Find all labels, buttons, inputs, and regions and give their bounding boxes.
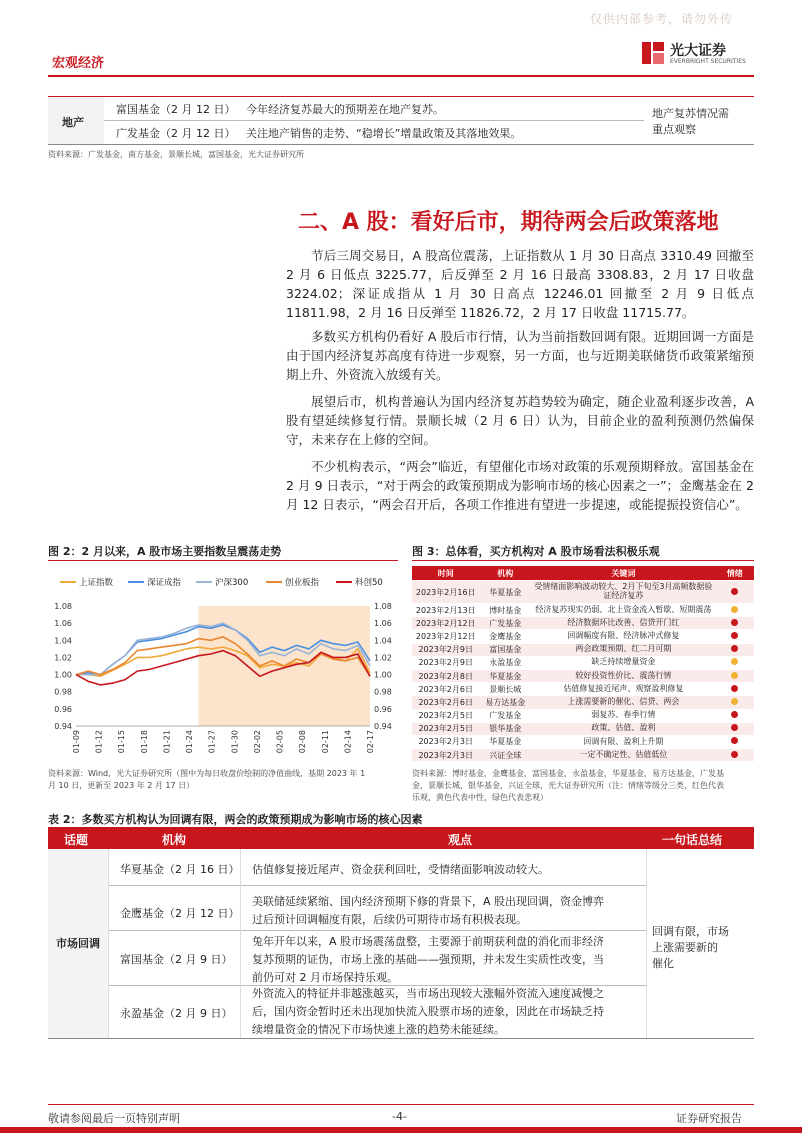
- table2-view: 后，国内资金暂时还未出现加快流入股票市场的迹象，因此在市场缺乏持: [252, 1005, 604, 1018]
- fig3-org: 富国基金: [479, 643, 531, 656]
- fig3-mood: [716, 581, 754, 604]
- fig3-date: 2023年2月6日: [412, 696, 479, 709]
- fig3-org: 永盈基金: [479, 656, 531, 669]
- mood-dot-icon: [731, 698, 738, 705]
- figure2-source: 月 10 日，更新至 2023 年 2 月 17 日）: [48, 781, 195, 790]
- fig3-keyword: 政策、估值、盈利: [531, 722, 715, 735]
- table2-header: 机构: [162, 833, 187, 847]
- x-tick-label: 01-30: [230, 730, 240, 754]
- table2-org: 金鹰基金（2 月 12 日）: [120, 907, 240, 920]
- x-tick-label: 01-15: [117, 730, 127, 754]
- fig3-mood: [716, 617, 754, 630]
- legend-label: 创业板指: [285, 578, 320, 588]
- mood-dot-icon: [731, 711, 738, 718]
- x-tick-label: 02-05: [275, 730, 285, 754]
- fig3-row: [412, 722, 754, 735]
- fig3-row: [412, 643, 754, 656]
- header-divider: [48, 75, 754, 77]
- fig3-mood: [716, 604, 754, 617]
- figure3-rule: [412, 560, 754, 561]
- table2-summary: 上涨需要新的: [652, 941, 718, 954]
- fig3-row: [412, 683, 754, 696]
- fig3-date: 2023年2月12日: [412, 630, 479, 643]
- x-tick-label: 02-14: [343, 730, 353, 754]
- fig3-date: 2023年2月5日: [412, 709, 479, 722]
- watermark: 仅供内部参考，请勿外传: [590, 12, 734, 26]
- mood-dot-icon: [731, 632, 738, 639]
- fig3-date: 2023年2月9日: [412, 643, 479, 656]
- paragraph: 不少机构表示，“两会”临近，有望催化市场对政策的乐观预期释放。富国基金在 2 月 9 日表示，“对于两会的政策预期成为影响市场的核心因素之一”；金鹰基金在 2 月 12 日表示，“两会召开后，各项工作推进有望进一步提速，或能提振投资信心”。: [286, 459, 754, 512]
- brand-logo: [640, 38, 760, 72]
- y-tick-label: 1.08: [54, 602, 72, 611]
- fig3-keyword: 上涨需要新的催化、信贷、两会: [531, 696, 715, 709]
- fig3-org: 广发基金: [479, 709, 531, 722]
- fig3-date: 2023年2月8日: [412, 669, 479, 682]
- y-tick-label-right: 1.02: [374, 653, 392, 663]
- fig3-date: 2023年2月3日: [412, 749, 479, 762]
- legend-label: 深证成指: [147, 578, 182, 588]
- footer-report-type: 证券研究报告: [676, 1112, 742, 1125]
- x-tick-label: 01-09: [72, 730, 81, 754]
- legend-label: 沪深300: [215, 578, 249, 588]
- fig3-keyword: 估值修复接近尾声、观察盈利修复: [531, 683, 715, 696]
- fig3-mood: [716, 656, 754, 669]
- fig3-keyword: 较好投资性价比、震荡行情: [531, 669, 715, 682]
- y-tick-label: 0.98: [54, 687, 72, 697]
- table2-title: 表 2：多数买方机构认为回调有限，两会的政策预期成为影响市场的核心因素: [48, 813, 423, 826]
- table1-source: 资料来源：广发基金，南方基金，景顺长城，富国基金，光大证券研究所: [48, 150, 304, 159]
- table2-header: 一句话总结: [662, 833, 723, 847]
- fig3-mood: [716, 709, 754, 722]
- table2-view: 前仍可对 2 月市场保持乐观。: [252, 971, 398, 984]
- fig3-row: [412, 656, 754, 669]
- fig3-date: 2023年2月3日: [412, 735, 479, 748]
- brand-name: 光大证券: [670, 43, 726, 59]
- fig3-org: 银华基金: [479, 722, 531, 735]
- table2-summary: 催化: [652, 957, 674, 970]
- y-tick-label-right: 0.98: [374, 687, 392, 697]
- mood-dot-icon: [731, 724, 738, 731]
- legend-label: 科创50: [355, 578, 383, 588]
- fig3-keyword: 经济数据环比改善、信贷开门红: [531, 617, 715, 630]
- fig3-header: 关键词: [531, 566, 715, 581]
- mood-dot-icon: [731, 658, 738, 665]
- section-label: 宏观经济: [52, 56, 105, 71]
- page-number: -4-: [392, 1110, 407, 1123]
- y-tick-label: 1.00: [54, 670, 72, 680]
- x-tick-label: 01-24: [185, 730, 195, 754]
- footer-divider: [48, 1104, 754, 1105]
- table1-summary: 重点观察: [652, 123, 696, 136]
- mood-dot-icon: [731, 672, 738, 679]
- x-tick-label: 01-21: [162, 730, 172, 754]
- mood-dot-icon: [731, 737, 738, 744]
- x-tick-label: 02-11: [320, 730, 330, 754]
- fig3-row: [412, 735, 754, 748]
- fig3-row: [412, 630, 754, 643]
- x-tick-label: 01-27: [207, 730, 217, 754]
- mood-dot-icon: [731, 751, 738, 758]
- y-tick-label-right: 1.08: [374, 602, 392, 611]
- fig3-org: 广发基金: [479, 617, 531, 630]
- paragraph: 展望后市，机构普遍认为国内经济复苏趋势较为确定，随企业盈利逐步改善，A 股有望延续修复行情。景顺长城（2 月 6 日）认为，目前企业的盈利预测仍然偏保守，未来存在上修的空间。: [286, 394, 754, 447]
- table2-org: 华夏基金（2 月 16 日）: [120, 863, 240, 876]
- table2-view: 估值修复接近尾声、资金获利回吐，受情绪面影响波动较大。: [252, 863, 549, 876]
- table2: [48, 827, 754, 1039]
- fig3-header: 时间: [412, 566, 479, 581]
- figure2-title: 图 2：2 月以来，A 股市场主要指数呈震荡走势: [48, 545, 282, 558]
- mood-dot-icon: [731, 606, 738, 613]
- table1-org: 广发基金（2 月 12 日）: [116, 127, 236, 140]
- table1-text: 今年经济复苏最大的预期差在地产复苏。: [246, 103, 444, 116]
- fig3-keyword: 受情绪面影响波动较大、2月下旬至3月高频数据验证经济复苏: [531, 581, 715, 604]
- fig3-keyword: 回调幅度有限、经济脉冲式修复: [531, 630, 715, 643]
- fig3-org: 景顺长城: [479, 683, 531, 696]
- section-title: 二、A 股：看好后市，期待两会后政策落地: [298, 210, 719, 235]
- table2-header: 观点: [448, 833, 473, 847]
- fig3-mood: [716, 630, 754, 643]
- table2-view: 美联储延续紧缩、国内经济预期下修的背景下，A 股出现回调，资金博弈: [252, 895, 605, 908]
- figure2-line-chart: [48, 566, 400, 764]
- fig3-org: 兴证全球: [479, 749, 531, 762]
- figure3-source: 资料来源：博时基金，金鹰基金，富国基金，永盈基金，华夏基金，易方达基金，广发基: [412, 769, 724, 778]
- x-tick-label: 02-08: [298, 730, 308, 754]
- fig3-mood: [716, 683, 754, 696]
- fig3-keyword: 一定不确定性、估值低位: [531, 749, 715, 762]
- fig3-mood: [716, 749, 754, 762]
- y-tick-label-right: 0.96: [374, 704, 392, 714]
- x-tick-label: 01-18: [139, 730, 149, 754]
- table2-view: 外资流入的特征并非越涨越买，当市场出现较大涨幅外资流入速度减慢之: [252, 987, 604, 1000]
- paragraph: 节后三周交易日，A 股高位震荡，上证指数从 1 月 30 日高点 3310.49 回撤至 2 月 6 日低点 3225.77，后反弹至 2 月 16 日最高 3308.83，2 月 17 日收盘 3224.02；深证成指从 1 月 30 日高点 12246.01 回撤至 2 月 9 日低点 11811.98，2 月 16 日反弹至 11826.72，2 月 17 日收盘 11715.77。: [286, 248, 754, 320]
- mood-dot-icon: [731, 645, 738, 652]
- figure3-title: 图 3：总体看，买方机构对 A 股市场看法积极乐观: [412, 545, 660, 558]
- table2-header: 话题: [64, 833, 89, 847]
- figure2-source: 资料来源：Wind，光大证券研究所（图中为每日收盘价绘制的净值曲线，基期 2023 年 1: [48, 769, 366, 778]
- fig3-org: 金鹰基金: [479, 630, 531, 643]
- fig3-keyword: 两会政策预期、红二月可期: [531, 643, 715, 656]
- y-tick-label: 1.02: [54, 653, 72, 663]
- fig3-keyword: 回调有限、盈利上升期: [531, 735, 715, 748]
- fig3-date: 2023年2月5日: [412, 722, 479, 735]
- y-tick-label: 0.96: [54, 704, 72, 714]
- figure2-rule: [48, 560, 398, 561]
- everbright-logo-icon: [640, 40, 666, 66]
- fig3-date: 2023年2月9日: [412, 656, 479, 669]
- x-tick-label: 01-12: [94, 730, 104, 754]
- fig3-row: [412, 581, 754, 604]
- fig3-date: 2023年2月13日: [412, 604, 479, 617]
- y-tick-label-right: 0.94: [374, 722, 392, 731]
- table2-org: 富国基金（2 月 9 日）: [120, 953, 233, 966]
- paragraph: 多数买方机构仍看好 A 股后市行情，认为当前指数回调有限。近期回调一方面是由于国内经济复苏高度有待进一步观察，另一方面，也与近期美联储货币政策紧缩预期上升、外资流入放缓有关。: [286, 329, 754, 382]
- table2-org: 永盈基金（2 月 9 日）: [120, 1007, 233, 1020]
- fig3-keyword: 经济复苏现实仍弱、北上资金流入暂歇、短期震荡: [531, 604, 715, 617]
- fig3-mood: [716, 735, 754, 748]
- mood-dot-icon: [731, 619, 738, 626]
- fig3-date: 2023年2月16日: [412, 581, 479, 604]
- table2-topic: 市场回调: [56, 937, 100, 950]
- brand-name-en: EVERBRIGHT SECURITIES: [670, 58, 746, 65]
- y-tick-label-right: 1.06: [374, 619, 392, 629]
- fig3-row: [412, 696, 754, 709]
- fig3-org: 华夏基金: [479, 735, 531, 748]
- fig3-date: 2023年2月12日: [412, 617, 479, 630]
- table2-view: 续增量资金的情况下市场快速上涨的趋势未能延续。: [252, 1023, 505, 1036]
- table1-text: 关注地产销售的走势、“稳增长”增量政策及其落地效果。: [246, 127, 522, 140]
- legend-label: 上证指数: [79, 578, 114, 588]
- mood-dot-icon: [731, 685, 738, 692]
- fig3-org: 易方达基金: [479, 696, 531, 709]
- table2-view: 兔年开年以来，A 股市场震荡盘整，主要源于前期获利盘的消化而非经济: [252, 935, 605, 948]
- fig3-row: [412, 604, 754, 617]
- table1-org: 富国基金（2 月 12 日）: [116, 103, 236, 116]
- y-tick-label: 1.06: [54, 619, 72, 629]
- figure3-table: [412, 566, 754, 762]
- y-tick-label-right: 1.00: [374, 670, 392, 680]
- fig3-header: 机构: [479, 566, 531, 581]
- fig3-row: [412, 749, 754, 762]
- y-tick-label: 0.94: [54, 722, 72, 731]
- fig3-mood: [716, 643, 754, 656]
- table2-view: 复苏预期的证伪，市场上涨的基础——强预期，并未发生实质性改变，当: [252, 953, 604, 966]
- fig3-org: 华夏基金: [479, 669, 531, 682]
- fig3-row: [412, 709, 754, 722]
- table1: [48, 97, 754, 145]
- x-tick-label: 02-17: [366, 730, 375, 754]
- table1-summary: 地产复苏情况需: [652, 107, 729, 120]
- fig3-org: 华夏基金: [479, 581, 531, 604]
- fig3-date: 2023年2月6日: [412, 683, 479, 696]
- fig3-row: [412, 669, 754, 682]
- fig3-org: 博时基金: [479, 604, 531, 617]
- table2-summary: 回调有限，市场: [652, 925, 729, 938]
- fig3-keyword: 缺乏持续增量资金: [531, 656, 715, 669]
- fig3-mood: [716, 696, 754, 709]
- fig3-header: 情绪: [716, 566, 754, 581]
- table1-category: 地产: [62, 116, 84, 129]
- y-tick-label: 1.04: [54, 636, 72, 646]
- footer-disclaimer: 敬请参阅最后一页特别声明: [48, 1112, 180, 1125]
- fig3-row: [412, 617, 754, 630]
- fig3-keyword: 弱复苏、春季行情: [531, 709, 715, 722]
- mood-dot-icon: [731, 588, 738, 595]
- y-tick-label-right: 1.04: [374, 636, 392, 646]
- fig3-mood: [716, 722, 754, 735]
- figure3-source: 乐观，黄色代表中性，绿色代表悲观）: [412, 793, 548, 802]
- x-tick-label: 02-02: [252, 730, 262, 754]
- fig3-mood: [716, 669, 754, 682]
- footer-bar: [0, 1127, 802, 1133]
- table2-view: 过后预计回调幅度有限，后续仍可期待市场有积极表现。: [252, 913, 527, 926]
- figure3-source: 金，景顺长城，银华基金，兴证全球，光大证券研究所（注：情绪等级分三类，红色代表: [412, 781, 724, 790]
